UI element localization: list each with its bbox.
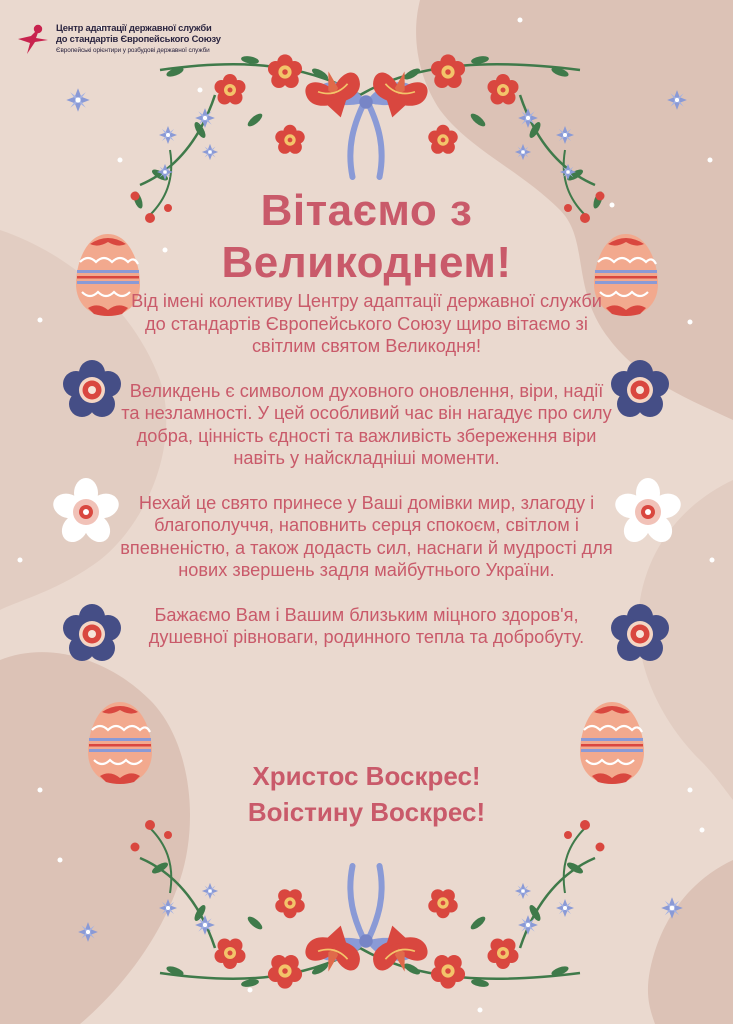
organization-logo-icon — [16, 22, 50, 56]
organization-tagline: Європейські орієнтири у розбудові державної служби — [56, 47, 210, 54]
organization-header — [16, 22, 221, 56]
closing-line-1: Христос Воскрес! — [252, 761, 481, 791]
page-title — [0, 185, 733, 289]
closing-greeting — [0, 758, 733, 830]
greeting-body — [120, 290, 613, 671]
paragraph-4: Бажаємо Вам і Вашим близьким міцного здоров'я, душевної рівноваги, родинного тепла та добробуту. — [148, 604, 585, 647]
paragraph-2: Великдень є символом духовного оновлення, віри, надії та незламності. У цей особливий час він нагадує про силу добра, цінність єдності та важливість збереження віри навіть у найскладніші моменти. — [121, 380, 612, 468]
title-line-2: Великоднем! — [221, 238, 512, 287]
organization-name-line-1: Центр адаптації державної служби — [56, 22, 212, 33]
organization-name-line-2: до стандартів Європейського Союзу — [56, 33, 221, 44]
title-line-1: Вітаємо з — [260, 186, 473, 235]
paragraph-3: Нехай це свято принесе у Ваші домівки мир, злагоду і благополуччя, наповнить серця спокоєм, світлом і впевненістю, а також додасть сил, наснаги й мудрості для нових звершень задля майбутнього України. — [120, 492, 613, 580]
paragraph-1: Від імені колективу Центру адаптації державної служби до стандартів Європейського Союзу щиро вітаємо зі світлим святом Великодня! — [131, 291, 602, 356]
closing-line-2: Воістину Воскрес! — [247, 797, 486, 827]
